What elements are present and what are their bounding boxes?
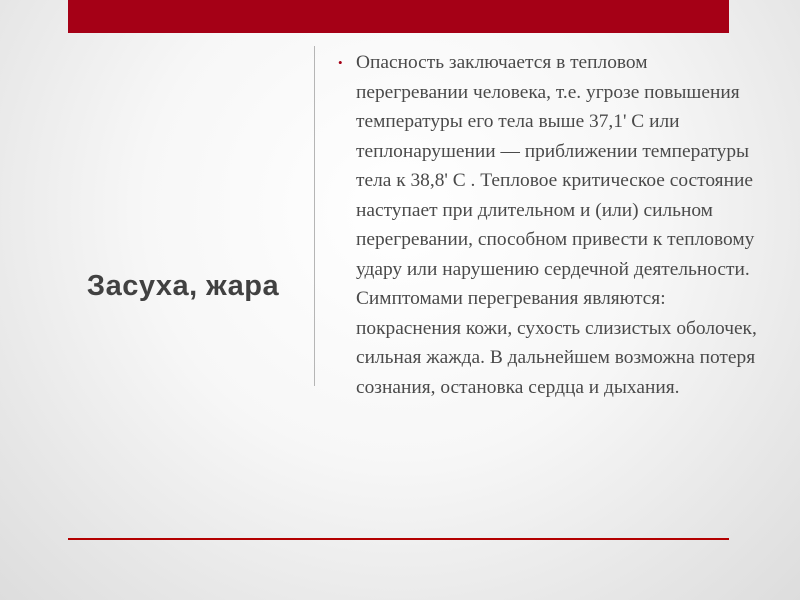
content-area xyxy=(338,48,758,402)
bullet-dot-icon: • xyxy=(338,55,343,70)
bullet-text: Опасность заключается в тепловом перегревании человека, т.е. угрозе повышения температуры его тела выше 37,1' С или теплонарушении — приближении температуры тела к 38,8' С . Тепловое критическое состояние наступает при длительном и (или) сильном перегревании, способном привести к тепловому удару или нарушению сердечной деятельности. Симптомами перегревания являются: покраснения кожи, сухость слизистых оболочек, сильная жажда. В дальнейшем возможна потеря сознания, остановка сердца и дыхания. xyxy=(356,52,757,398)
vertical-divider xyxy=(314,46,315,386)
bottom-accent-line xyxy=(68,538,729,540)
bullet-item xyxy=(338,48,758,402)
top-accent-bar xyxy=(68,0,729,33)
slide-title: Засуха, жара xyxy=(86,270,280,302)
